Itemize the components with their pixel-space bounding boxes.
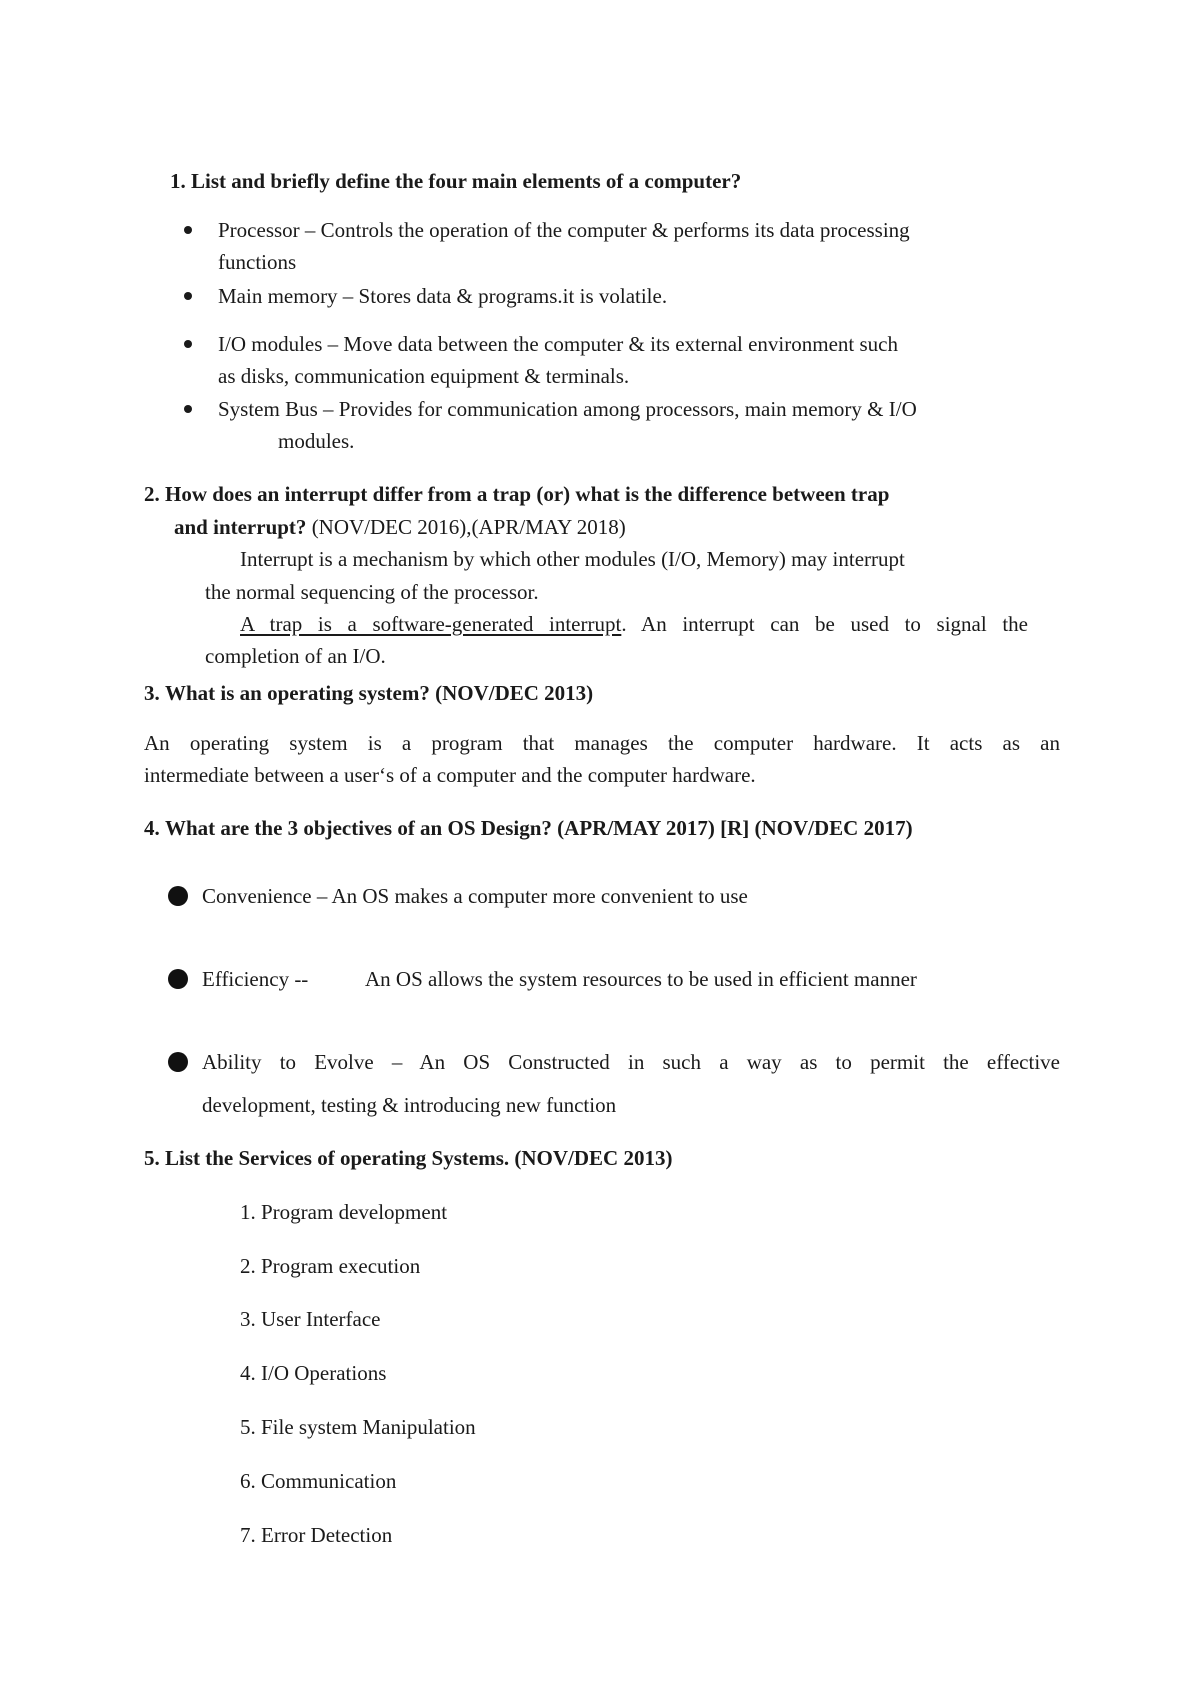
question-5-heading	[144, 1145, 672, 1171]
q4-item-evolve-line2: development, testing & introducing new function	[202, 1093, 617, 1117]
question-text-continued: and interrupt?	[174, 515, 307, 539]
q1-item-1-line1: Processor – Controls the operation of the computer & performs its data processing	[218, 218, 910, 242]
bullet-icon	[168, 886, 188, 906]
question-text: List and briefly define the four main elements of a computer?	[191, 169, 742, 193]
list-item: 3. User Interface	[240, 1307, 381, 1331]
bullet-icon	[168, 969, 188, 989]
q4-item-efficiency-term: Efficiency --	[202, 967, 309, 991]
bullet-icon	[184, 405, 192, 413]
question-number: 3.	[144, 681, 160, 705]
bullet-icon	[184, 340, 192, 348]
question-number: 4.	[144, 816, 160, 840]
question-text: How does an interrupt differ from a trap (or) what is the difference between trap	[165, 482, 890, 506]
q3-answer-line2: intermediate between a user‘s of a computer and the computer hardware.	[144, 763, 756, 787]
q4-item-efficiency-desc: An OS allows the system resources to be used in efficient manner	[365, 967, 917, 991]
q3-answer-line1: An operating system is a program that manages the computer hardware. It acts as an	[144, 731, 1060, 755]
exam-reference: (NOV/DEC 2013)	[429, 681, 594, 705]
question-2-heading-line1	[144, 481, 889, 507]
bullet-icon	[184, 292, 192, 300]
q2-paragraph-1-line1: Interrupt is a mechanism by which other modules (I/O, Memory) may interrupt	[240, 547, 905, 571]
exam-reference: (NOV/DEC 2013)	[509, 1146, 673, 1170]
question-3-heading	[144, 680, 593, 706]
question-text: What are the 3 objectives of an OS Design?	[165, 816, 552, 840]
list-item: 7. Error Detection	[240, 1523, 393, 1547]
question-number: 2.	[144, 482, 160, 506]
exam-reference: (APR/MAY 2017) [R] (NOV/DEC 2017)	[551, 816, 913, 840]
q4-item-convenience: Convenience – An OS makes a computer more convenient to use	[202, 884, 748, 908]
question-text: List the Services of operating Systems.	[165, 1146, 510, 1170]
list-item: 5. File system Manipulation	[240, 1415, 476, 1439]
q2-paragraph-2-line1: A trap is a software-generated interrupt. An interrupt can be used to signal the	[240, 612, 1028, 636]
q1-item-2-line1: Main memory – Stores data & programs.it is volatile.	[218, 284, 668, 308]
q4-item-evolve-line1: Ability to Evolve – An OS Constructed in such a way as to permit the effective	[202, 1050, 1060, 1074]
list-item: 4. I/O Operations	[240, 1361, 387, 1385]
list-item: 2. Program execution	[240, 1254, 421, 1278]
q1-item-1-line2: functions	[218, 250, 297, 274]
question-4-heading	[144, 815, 913, 841]
bullet-icon	[184, 226, 192, 234]
q1-item-3-line2: as disks, communication equipment & terminals.	[218, 364, 630, 388]
question-number: 5.	[144, 1146, 160, 1170]
q2-paragraph-1-line2: the normal sequencing of the processor.	[205, 580, 539, 604]
list-item: 6. Communication	[240, 1469, 397, 1493]
q1-item-4-line2: modules.	[278, 429, 355, 453]
bullet-icon	[168, 1052, 188, 1072]
q2-paragraph-2-line2: completion of an I/O.	[205, 644, 386, 668]
question-1-heading	[170, 168, 741, 194]
list-item: 1. Program development	[240, 1200, 448, 1224]
exam-reference: (NOV/DEC 2016),(APR/MAY 2018)	[306, 515, 626, 539]
question-text: What is an operating system?	[165, 681, 430, 705]
underlined-definition: A trap is a software-generated interrupt	[240, 612, 622, 636]
question-2-heading-line2	[174, 514, 626, 540]
q1-item-4-line1: System Bus – Provides for communication among processors, main memory & I/O	[218, 397, 917, 421]
q1-item-3-line1: I/O modules – Move data between the computer & its external environment such	[218, 332, 898, 356]
question-number: 1.	[170, 169, 186, 193]
